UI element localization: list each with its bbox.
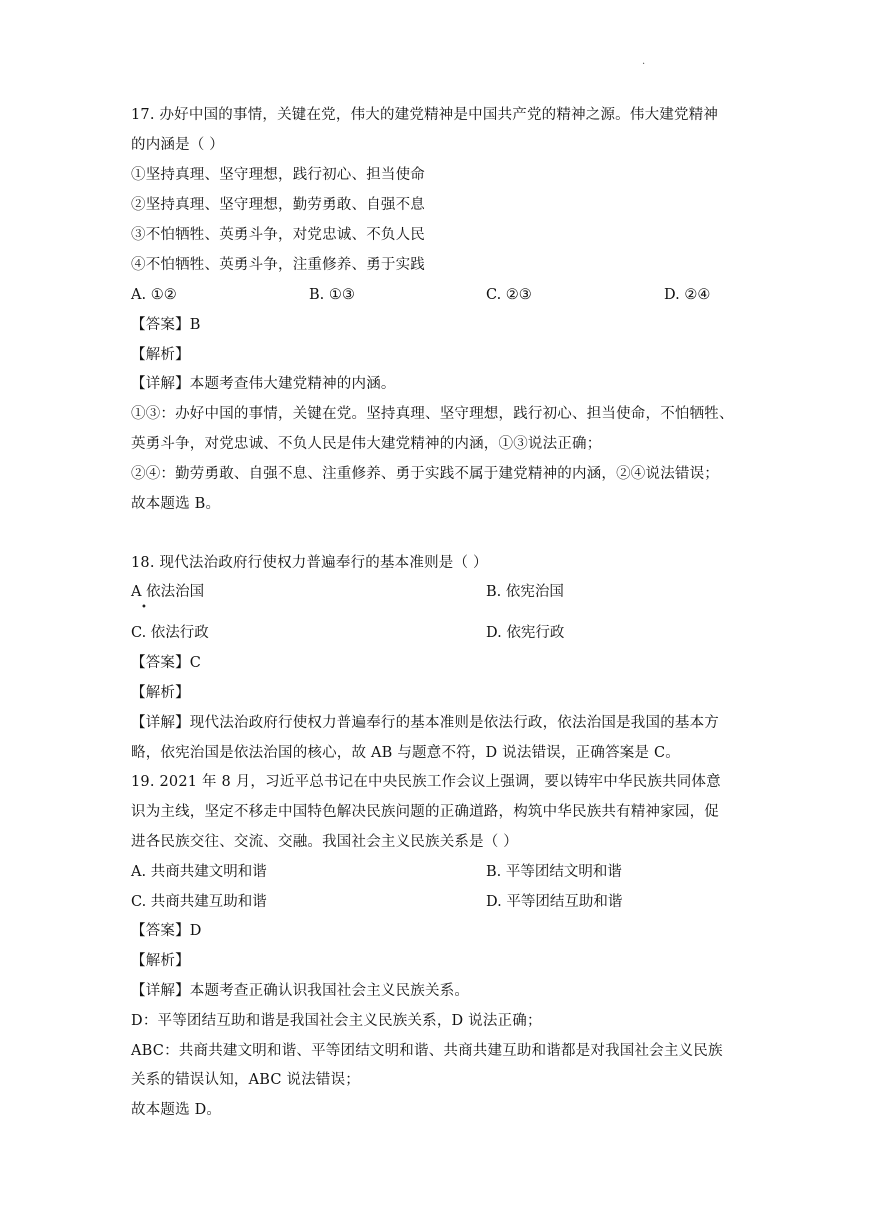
q18-explain-line1: 【详解】现代法治政府行使权力普遍奉行的基本准则是依法行政，依法治国是我国的基本方 xyxy=(131,715,719,731)
q17-statement-4: ④不怕牺牲、英勇斗争，注重修养、勇于实践 xyxy=(131,257,425,273)
q17-explain-line3: ②④：勤劳勇敢、自强不息、注重修养、勇于实践不属于建党精神的内涵，②④说法错误； xyxy=(131,466,719,482)
q18-option-d: D. 依宪行政 xyxy=(486,625,565,641)
q19-option-b: B. 平等团结文明和谐 xyxy=(486,864,622,880)
q19-option-a: A. 共商共建文明和谐 xyxy=(131,864,267,880)
q17-stem-line1: 17. 办好中国的事情，关键在党，伟大的建党精神是中国共产党的精神之源。伟大建党精神 xyxy=(131,107,719,123)
q17-statement-3: ③不怕牺牲、英勇斗争，对党忠诚、不负人民 xyxy=(131,227,425,243)
q18-stem: 18. 现代法治政府行使权力普遍奉行的基本准则是（ ） xyxy=(131,555,488,571)
q17-statement-2: ②坚持真理、坚守理想，勤劳勇敢、自强不息 xyxy=(131,197,425,213)
q19-analysis-label: 【解析】 xyxy=(131,953,190,969)
q19-stem-line2: 识为主线，坚定不移走中国特色解决民族问题的正确道路，构筑中华民族共有精神家园，促 xyxy=(131,804,719,820)
q17-answer: 【答案】B xyxy=(131,317,201,333)
q19-answer: 【答案】D xyxy=(131,923,202,939)
q17-statement-1: ①坚持真理、坚守理想，践行初心、担当使命 xyxy=(131,167,425,183)
q19-option-d: D. 平等团结互助和谐 xyxy=(486,894,623,910)
q19-conclusion: 故本题选 D。 xyxy=(131,1102,222,1118)
q18-option-b: B. 依宪治国 xyxy=(486,584,564,600)
emphasis-dot: • xyxy=(141,602,147,613)
q18-analysis-label: 【解析】 xyxy=(131,685,190,701)
q19-explain-line3: ABC：共商共建文明和谐、平等团结文明和谐、共商共建互助和谐都是对我国社会主义民族 xyxy=(131,1043,723,1059)
q17-explain-line1: ①③：办好中国的事情，关键在党。坚持真理、坚守理想，践行初心、担当使命，不怕牺牲、 xyxy=(131,406,734,422)
q17-option-b: B. ①③ xyxy=(309,287,355,303)
q17-detail: 【详解】本题考查伟大建党精神的内涵。 xyxy=(131,376,396,392)
q17-conclusion: 故本题选 B。 xyxy=(131,496,221,512)
q19-stem-line1: 19. 2021 年 8 月，习近平总书记在中央民族工作会议上强调，要以铸牢中华民族共同体意 xyxy=(131,774,721,790)
q19-stem-line3: 进各民族交往、交流、交融。我国社会主义民族关系是（ ） xyxy=(131,834,519,850)
q18-answer: 【答案】C xyxy=(131,655,202,671)
q17-option-d: D. ②④ xyxy=(664,287,711,303)
q17-analysis-label: 【解析】 xyxy=(131,347,190,363)
q17-option-a: A. ①② xyxy=(131,287,177,303)
q19-explain-line4: 关系的错误认知，ABC 说法错误； xyxy=(131,1072,360,1088)
q17-option-c: C. ②③ xyxy=(486,287,532,303)
q18-explain-line2: 略，依宪治国是依法治国的核心，故 AB 与题意不符，D 说法错误，正确答案是 C。 xyxy=(131,745,680,761)
q17-explain-line2: 英勇斗争，对党忠诚、不负人民是伟大建党精神的内涵，①③说法正确； xyxy=(131,436,602,452)
q17-stem-line2: 的内涵是（ ） xyxy=(131,137,225,153)
q18-option-c: C. 依法行政 xyxy=(131,625,209,641)
q19-option-c: C. 共商共建互助和谐 xyxy=(131,894,267,910)
q19-explain-line1: 【详解】本题考查正确认识我国社会主义民族关系。 xyxy=(131,983,470,999)
page-marker: . xyxy=(642,56,646,67)
q18-option-a: A 依法治国 xyxy=(131,584,205,600)
q19-explain-line2: D：平等团结互助和谐是我国社会主义民族关系，D 说法正确； xyxy=(131,1013,542,1029)
